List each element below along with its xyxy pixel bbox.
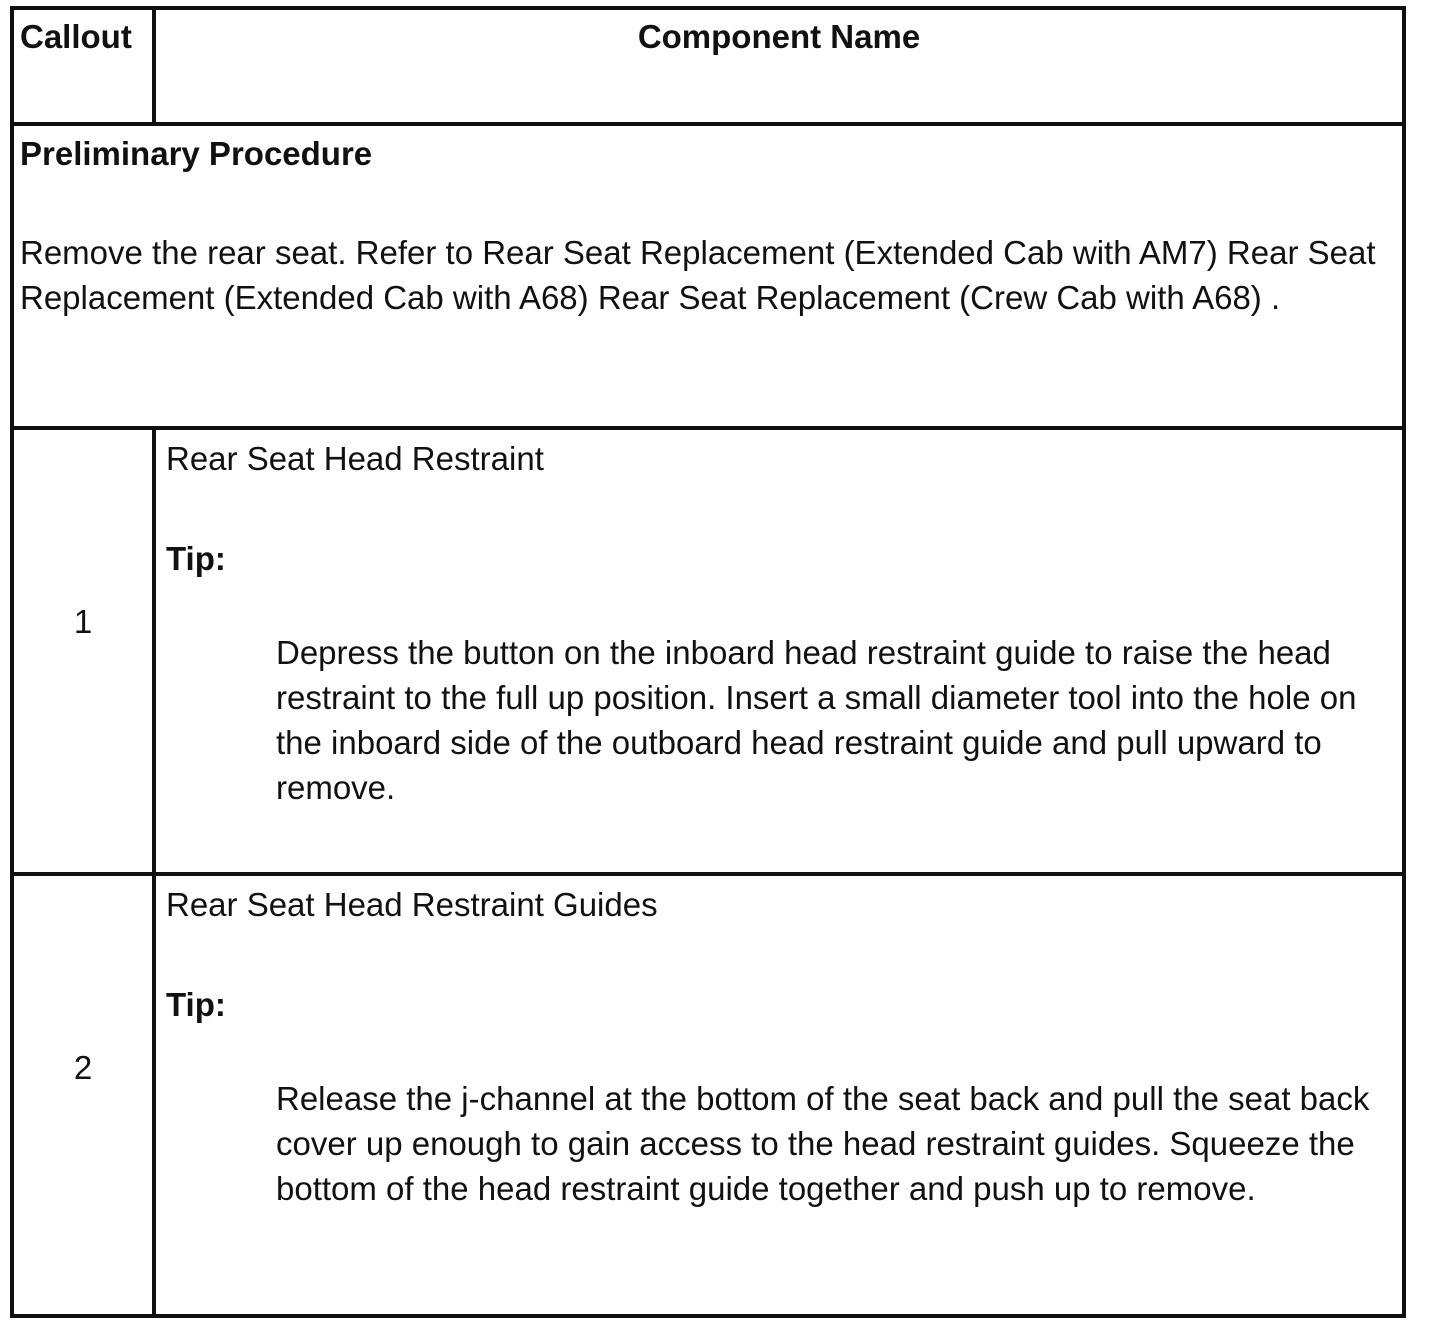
preliminary-procedure-row (14, 122, 1402, 426)
preliminary-procedure-text: Remove the rear seat. Refer to Rear Seat Replacement (Extended Cab with AM7) Rear Seat Replacement (Extended Cab with A68) Rear Seat Replacement (Crew Cab with A68) . (20, 234, 1376, 316)
component-name: Rear Seat Head Restraint Guides (166, 886, 658, 923)
callout-cell (14, 430, 156, 872)
table-row (14, 426, 1402, 872)
component-name: Rear Seat Head Restraint (166, 440, 544, 477)
table-header-row (14, 10, 1402, 122)
table-row (14, 872, 1402, 1318)
header-component-label: Component Name (637, 18, 921, 55)
tip-text: Release the j-channel at the bottom of the seat back and pull the seat back cover up enough to gain access to the head restraint guides. Squeeze the bottom of the head restraint guide together and push up to remove. (276, 1080, 1370, 1207)
tip-label: Tip: (166, 986, 226, 1023)
header-component-cell (156, 10, 1402, 122)
callout-number: 2 (73, 1049, 93, 1086)
component-cell (156, 430, 1402, 872)
header-callout-cell (14, 10, 156, 122)
header-callout-label: Callout (20, 18, 132, 55)
tip-text: Depress the button on the inboard head restraint guide to raise the head restraint to the full up position. Insert a small diameter tool into the hole on the inboard side of the outboard head restraint guide and pull upward to remove. (276, 634, 1357, 806)
procedure-table (10, 6, 1406, 1318)
callout-number: 1 (73, 603, 93, 640)
preliminary-procedure-title: Preliminary Procedure (20, 135, 373, 172)
callout-cell (14, 876, 156, 1318)
component-cell (156, 876, 1402, 1318)
tip-label: Tip: (166, 540, 226, 577)
